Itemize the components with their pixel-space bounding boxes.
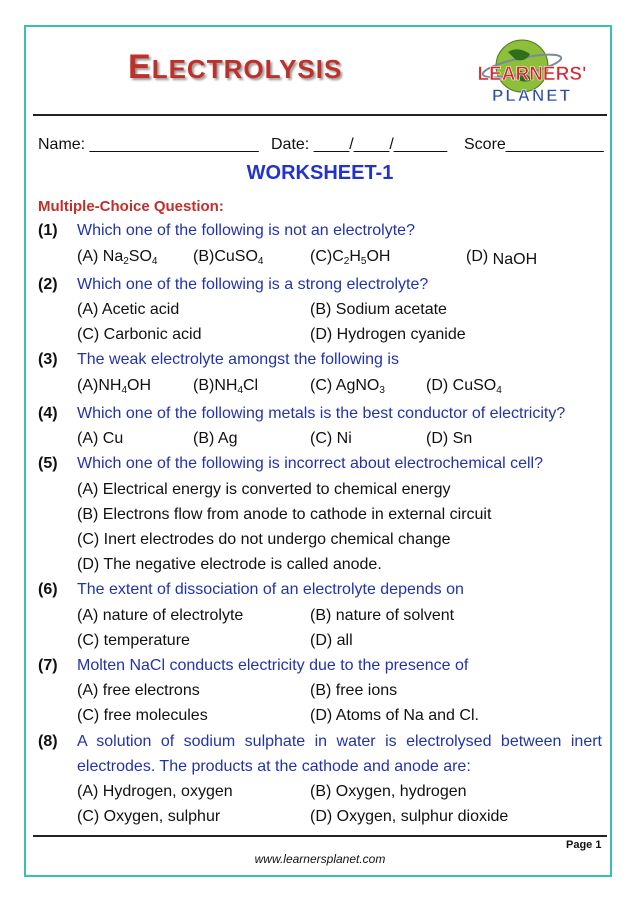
question-number: (4) bbox=[38, 405, 58, 422]
option-d[interactable]: (D) Sn bbox=[426, 430, 473, 447]
page-title: ELECTROLYSIS bbox=[128, 48, 343, 86]
question-number: (5) bbox=[38, 455, 58, 472]
question-number: (1) bbox=[38, 222, 58, 239]
option-c[interactable]: (C) AgNO$_3$ bbox=[310, 377, 385, 396]
option-b[interactable]: (B) Ag bbox=[193, 430, 238, 447]
option-c[interactable]: (C) Ni bbox=[310, 430, 352, 447]
option-c[interactable]: (C) Oxygen, sulphur bbox=[77, 808, 221, 825]
question-number: (8) bbox=[38, 733, 58, 750]
page-number: Page 1 bbox=[566, 839, 602, 851]
header-divider bbox=[33, 114, 607, 116]
option-c[interactable]: $(C)C_2H_5OH$ bbox=[310, 248, 391, 267]
question-number: (2) bbox=[38, 276, 58, 293]
question-number: (6) bbox=[38, 581, 58, 598]
option-d[interactable]: (D) all bbox=[310, 632, 353, 649]
option-a[interactable]: (A) free electrons bbox=[77, 682, 200, 699]
option-b[interactable]: (B) nature of solvent bbox=[310, 607, 455, 624]
option-b[interactable]: (B) free ions bbox=[310, 682, 398, 699]
option-b[interactable]: (B) Oxygen, hydrogen bbox=[310, 783, 467, 800]
question-text-line-1: A solution of sodium sulphate in water is electrolysed between inert bbox=[77, 733, 602, 750]
option-b[interactable]: $(B)NH_4Cl$ bbox=[193, 377, 259, 396]
option-a[interactable]: (A) Acetic acid bbox=[77, 301, 180, 318]
option-c[interactable]: (C) Carbonic acid bbox=[77, 326, 202, 343]
option-c[interactable]: (C) Inert electrodes do not undergo chemical change bbox=[77, 531, 451, 548]
option-b[interactable]: (B) Sodium acetate bbox=[310, 301, 447, 318]
option-d[interactable]: (D) CuSO$_4$ bbox=[426, 377, 502, 396]
question-text-line-2: electrodes. The products at the cathode and anode are: bbox=[77, 758, 471, 775]
date-field[interactable]: Date: ____/____/______ bbox=[271, 136, 448, 153]
option-d[interactable]: (D) Oxygen, sulphur dioxide bbox=[310, 808, 509, 825]
question-text: Which one of the following metals is the best conductor of electricity? bbox=[77, 405, 566, 422]
option-b[interactable]: (B) Electrons flow from anode to cathode in external circuit bbox=[77, 506, 492, 523]
question-text: Which one of the following is incorrect about electrochemical cell? bbox=[77, 455, 544, 472]
question-text: The weak electrolyte amongst the following is bbox=[77, 351, 399, 368]
question-number: (7) bbox=[38, 657, 58, 674]
section-label: Multiple-Choice Question: bbox=[38, 198, 224, 215]
option-b[interactable]: (B)CuSO$_4$ bbox=[193, 248, 264, 267]
question-number: (3) bbox=[38, 351, 58, 368]
option-a[interactable]: (A) Electrical energy is converted to chemical energy bbox=[77, 481, 451, 498]
option-d[interactable]: (D) The negative electrode is called anode. bbox=[77, 556, 382, 573]
worksheet-title: WORKSHEET-1 bbox=[246, 162, 394, 184]
option-a[interactable]: (A) $Na_2SO_4$ bbox=[77, 248, 158, 267]
svg-text:LEARNERS': LEARNERS' bbox=[477, 64, 587, 85]
option-a[interactable]: $(A)NH_4OH$ bbox=[77, 377, 151, 396]
svg-text:PLANET: PLANET bbox=[492, 86, 572, 105]
question-text: Which one of the following is not an electrolyte? bbox=[77, 222, 415, 239]
learners-planet-logo bbox=[460, 38, 605, 113]
option-c[interactable]: (C) free molecules bbox=[77, 707, 208, 724]
question-text: Molten NaCl conducts electricity due to the presence of bbox=[77, 657, 469, 674]
option-a[interactable]: (A) Cu bbox=[77, 430, 124, 447]
option-a[interactable]: (A) Hydrogen, oxygen bbox=[77, 783, 233, 800]
footer-divider bbox=[33, 835, 607, 837]
option-a[interactable]: (A) nature of electrolyte bbox=[77, 607, 244, 624]
question-text: The extent of dissociation of an electrolyte depends on bbox=[77, 581, 464, 598]
option-d[interactable]: (D) Atoms of Na and Cl. bbox=[310, 707, 479, 724]
footer-url[interactable]: www.learnersplanet.com bbox=[254, 852, 386, 866]
score-field[interactable]: Score___________ bbox=[464, 136, 604, 153]
option-d[interactable]: (D) NaOH bbox=[466, 248, 538, 268]
option-c[interactable]: (C) temperature bbox=[77, 632, 190, 649]
question-text: Which one of the following is a strong electrolyte? bbox=[77, 276, 429, 293]
option-d[interactable]: (D) Hydrogen cyanide bbox=[310, 326, 466, 343]
name-field[interactable]: Name: ___________________ bbox=[38, 136, 259, 153]
